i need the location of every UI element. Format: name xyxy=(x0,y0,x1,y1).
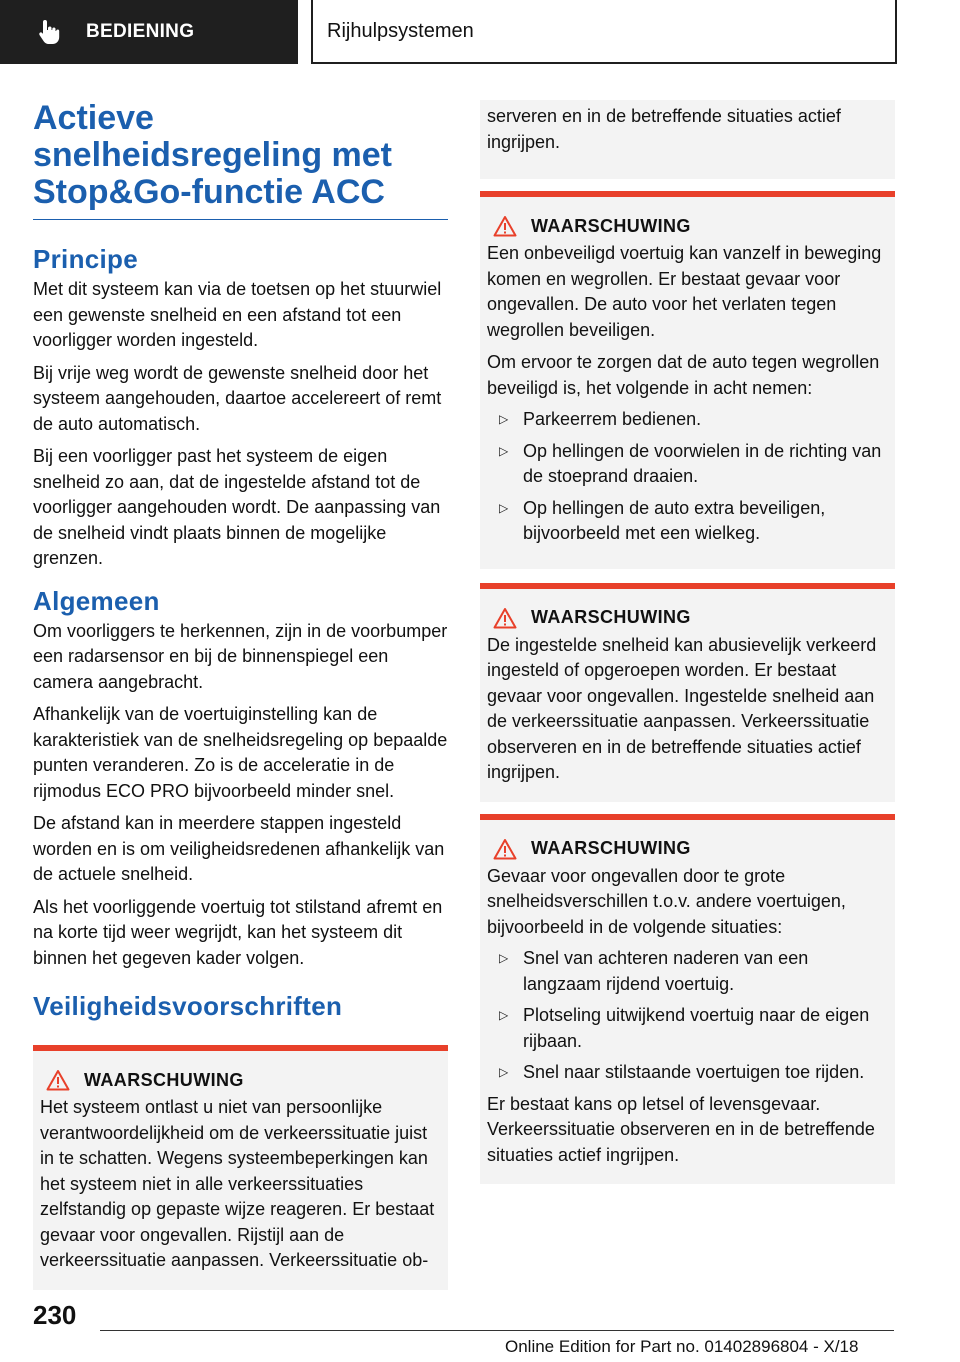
warning-list xyxy=(487,946,888,1086)
warning-label: WAARSCHUWING xyxy=(84,1069,244,1090)
list-item: ▷ Plotseling uitwijkend voertuig naar de eigen rijbaan. xyxy=(499,1005,870,1051)
list-bullet-icon: ▷ xyxy=(499,500,509,515)
warning-label: WAARSCHUWING xyxy=(531,607,691,627)
warning-triangle-icon xyxy=(493,215,517,237)
warning-text: Een onbeveiligd voertuig kan vanzelf in beweging komen en wegrollen. Er bestaat gevaar voor ongevallen. De auto voor het verlaten tegen wegrollen beveiligen. xyxy=(487,243,882,340)
list-item: ▷ Op hellingen de auto extra beveiligen, bijvoorbeeld met een wielkeg. xyxy=(499,497,826,543)
paragraph: De afstand kan in meerdere stappen ingesteld worden en is om veiligheidsredenen afhankelijk van de actuele snelheid. xyxy=(33,813,445,884)
warning-text: Het systeem ontlast u niet van persoonlijke verantwoordelijkheid om de verkeerssituatie juist in te schatten. Wegens systeembeperkingen kan het systeem niet in alle verkeerssituaties zelfstandig op gepaste wijze reageren. Er bestaat gevaar voor ongevallen. Rijstijl aan de verkeerssituatie aanpassen. Verkeerssituatie ob- xyxy=(40,1097,435,1270)
footer-edition: Online Edition for Part no. 01402896804 - X/18 xyxy=(505,1337,859,1356)
list-bullet-icon: ▷ xyxy=(499,1008,509,1022)
warning-title xyxy=(487,838,888,860)
section-label: BEDIENING xyxy=(86,21,195,42)
warning-label: WAARSCHUWING xyxy=(531,838,691,858)
warning-text: De ingestelde snelheid kan abusievelijk verkeerd ingesteld of opgeroepen worden. Er bestaat gevaar voor ongevallen. Ingestelde snelheid aan de verkeerssituatie aanpassen. Verkeerssituatie observeren en in de betreffende situaties actief ingrijpen. xyxy=(487,634,877,782)
breadcrumb xyxy=(311,0,897,64)
warning-text: Gevaar voor ongevallen door te grote snelheidsverschillen t.o.v. andere voertuigen, bijvoorbeeld in de volgende situaties: xyxy=(487,865,846,937)
warning-box xyxy=(480,191,895,569)
warning-box xyxy=(33,1045,448,1290)
breadcrumb-label: Rijhulpsystemen xyxy=(327,19,474,42)
warning-text: serveren en in de betreffende situaties actief ingrijpen. xyxy=(487,106,841,152)
warning-text: Er bestaat kans op letsel of levensgevaar. Verkeerssituatie observeren en in de betreffende situaties actief ingrijpen. xyxy=(487,1093,875,1165)
pointing-hand-icon xyxy=(34,17,64,47)
list-item: ▷ Parkeerrem bedienen. xyxy=(487,407,888,433)
paragraph: Met dit systeem kan via de toetsen op het stuurwiel een gewenste snelheid en een afstand tot een voorligger worden ingesteld. xyxy=(33,279,442,350)
list-bullet-icon: ▷ xyxy=(499,1065,509,1079)
list-bullet-icon: ▷ xyxy=(499,951,509,965)
right-column xyxy=(480,100,895,1184)
warning-continuation xyxy=(480,100,895,179)
page-number: 230 xyxy=(33,1300,77,1330)
warning-list xyxy=(487,407,888,547)
section-tab xyxy=(0,0,298,64)
warning-triangle-icon xyxy=(46,1069,70,1091)
warning-triangle-icon xyxy=(493,607,517,629)
list-bullet-icon: ▷ xyxy=(499,443,509,458)
warning-title xyxy=(487,607,888,629)
heading-veiligheidsvoorschriften: Veiligheidsvoorschriften xyxy=(33,991,343,1021)
heading-principe: Principe xyxy=(33,244,138,274)
list-item: ▷ Snel naar stilstaande voertuigen toe rijden. xyxy=(487,1060,888,1086)
heading-algemeen: Algemeen xyxy=(33,585,160,616)
warning-label: WAARSCHUWING xyxy=(531,215,691,236)
warning-triangle-icon xyxy=(493,838,517,860)
list-bullet-icon: ▷ xyxy=(499,412,509,426)
warning-title xyxy=(40,1069,441,1091)
warning-text: Om ervoor te zorgen dat de auto tegen wegrollen beveiligd is, het volgende in acht nemen: xyxy=(487,352,880,398)
left-column xyxy=(33,100,448,1290)
warning-box xyxy=(480,814,895,1185)
page-title: Actieve snelheidsregeling met Stop&Go-functie ACC xyxy=(33,100,448,220)
list-item: ▷ Op hellingen de voorwielen in de richting van de stoeprand draaien. xyxy=(499,440,882,486)
footer-divider xyxy=(100,1330,894,1331)
warning-box xyxy=(480,583,895,802)
paragraph: Bij een voorligger past het systeem de eigen snelheid zo aan, dat de ingestelde afstand tot de voorligger aangehouden wordt. De aanpassing van de snelheid vindt plaats binnen de mogelijke grenzen. xyxy=(33,446,441,568)
warning-title xyxy=(487,215,888,237)
paragraph: Bij vrije weg wordt de gewenste snelheid door het systeem aangehouden, daartoe accelereert of remt de auto automatisch. xyxy=(33,362,442,434)
paragraph: Afhankelijk van de voertuiginstelling kan de karakteristiek van de snelheidsregeling op bepaalde punten veranderen. Zo is de acceleratie in de rijmodus ECO PRO bijvoorbeeld minder snel. xyxy=(33,704,448,801)
list-item: ▷ Snel van achteren naderen van een langzaam rijdend voertuig. xyxy=(499,948,809,994)
paragraph: Om voorliggers te herkennen, zijn in de voorbumper een radarsensor en bij de binnenspiegel een camera aangebracht. xyxy=(33,620,448,692)
paragraph: Als het voorliggende voertuig tot stilstand afremt en na korte tijd weer wegrijdt, kan het systeem dit binnen het gegeven kader volgen. xyxy=(33,896,443,968)
